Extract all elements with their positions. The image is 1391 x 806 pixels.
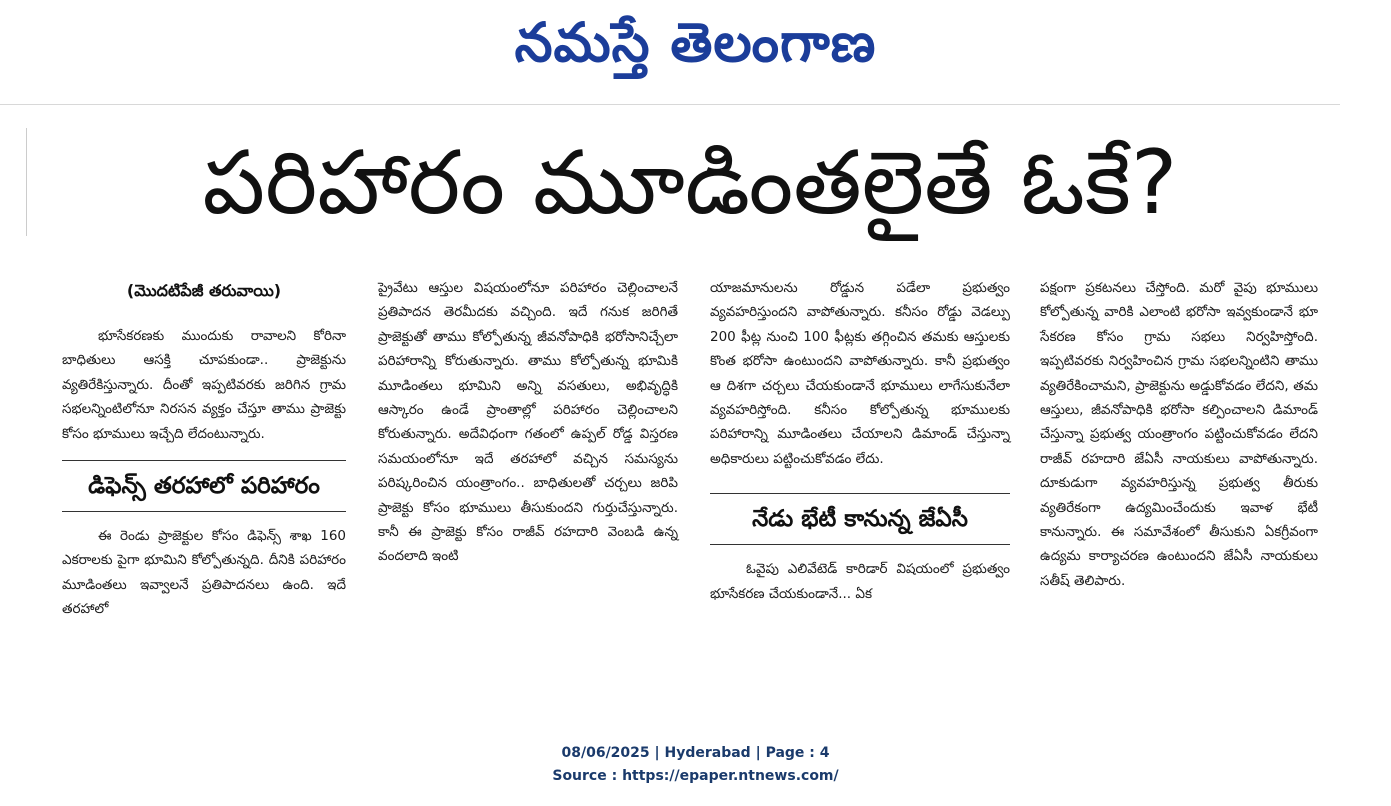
footer-dateline: 08/06/2025 | Hyderabad | Page : 4 xyxy=(561,745,830,761)
paragraph: ఈ రెండు ప్రాజెక్టుల కోసం డిఫెన్స్ శాఖ 160 ఎకరాలకు పైగా భూమిని కోల్పోతున్నది. దీనికి పరిహారం మూడింతలు ఇవ్వాలనే ప్రతిపాదనలు ఉంది. ఇదే తరహాలో xyxy=(62,528,346,618)
article-column-2 xyxy=(378,276,678,569)
subheading-defense: డిఫెన్స్ తరహాలో పరిహారం xyxy=(62,460,346,512)
paragraph: ఓవైపు ఎలివేటెడ్ కారిడార్ విషయంలో ప్రభుత్వం భూసేకరణ చేయకుండానే... ఏక xyxy=(710,561,1010,602)
paragraph: పక్షంగా ప్రకటనలు చేస్తోంది. మరో వైపు భూములు కోల్పోతున్న వారికి ఎలాంటి భరోసా ఇవ్వకుండానే భూ సేకరణ కోసం గ్రామ సభలు నిర్వహిస్తోంది. ఇప్పటివరకు నిర్వహించిన గ్రామ సభలన్నింటిని తాము వ్యతిరేకించామని, ప్రాజెక్టును అడ్డుకోవడం లేదని, తమ ఆస్తులు, జీవనోపాధికి భరోసా కల్పించాలని డిమాండ్ చేస్తున్నా ప్రభుత్వ యంత్రాంగం పట్టించుకోవడం లేదని రాజీవ్ రహదారి జేఏసీ నాయకులు వాపోతున్నారు. దూకుడుగా వ్యవహరిస్తున్న ప్రభుత్వ తీరుకు వ్యతిరేకంగా ఉద్యమించేందుకు ఇవాళ భేటీ కానున్నారు. ఈ సమావేశంలో తీసుకుని ఏకగ్రీవంగా ఉద్యమ కార్యాచరణ ఉంటుందని జేఏసీ నాయకులు సతీష్ తెలిపారు. xyxy=(1040,280,1318,589)
headline-left-rule xyxy=(26,128,27,236)
paragraph: యాజమానులను రోడ్డున పడేలా ప్రభుత్వం వ్యవహరిస్తుందని వాపోతున్నారు. కనీసం రోడ్డు వెడల్పు 200 ఫీట్ల నుంచి 100 ఫీట్లకు తగ్గించిన తమకు ఆస్తులకు కొంత భరోసా ఉంటుందని వాపోతున్నారు. కానీ ప్రభుత్వం ఆ దిశగా చర్చలు చేయకుండానే భూములు లాగేసుకునేలా వ్యవహరిస్తోంది. కనీసం కోల్పోతున్న భూములకు పరిహారాన్ని మూడింతలు చేయాలని డిమాండ్ చేస్తున్నా అధికారులు పట్టించుకోవడం లేదు. xyxy=(710,280,1010,467)
article-headline: పరిహారం మూడింతలైతే ఓకే? xyxy=(202,131,1178,234)
paragraph: భూసేకరణకు ముందుకు రావాలని కోరినా బాధితులు ఆసక్తి చూపకుండా.. ప్రాజెక్టును వ్యతిరేకిస్తున్నారు. దీంతో ఇప్పటివరకు జరిగిన గ్రామ సభలన్నింటిలోనూ నిరసన వ్యక్తం చేస్తూ తాము ప్రాజెక్టు కోసం భూములు ఇచ్చేది లేదంటున్నారు. xyxy=(62,328,346,442)
continued-note: (మొదటిపేజీ తరువాయి) xyxy=(126,281,282,300)
masthead-divider xyxy=(0,104,1340,105)
article-column-4 xyxy=(1040,276,1318,593)
masthead xyxy=(0,0,1391,92)
subheading-jac: నేడు భేటీ కానున్న జేఏసీ xyxy=(710,493,1010,545)
paragraph: ప్రైవేటు ఆస్తుల విషయంలోనూ పరిహారం చెల్లించాలనే ప్రతిపాదన తెరమీదకు వచ్చింది. ఇదే గనుక జరిగితే ప్రాజెక్టుతో తాము కోల్పోతున్న జీవనోపాధికి భరోసానిచ్చేలా పరిహారాన్ని కోరుతున్నారు. తాము కోల్పోతున్న భూమికి మూడింతలు భూమిని అన్ని వసతులు, అభివృద్ధికి ఆస్కారం ఉండే ప్రాంతాల్లో పరిహారం చెల్లించాలని కోరుతున్నారు. అదేవిధంగా గతంలో ఉప్పల్ రోడ్డ విస్తరణ సమయంలోనూ ఇదే తరహాలో వచ్చిన సమస్యను పరిష్కరించిన యంత్రాంగం.. బాధితులతో చర్చలు జరిపి ప్రాజెక్టు కోసం భూములు తీసుకుందని గుర్తుచేస్తున్నారు. కానీ ఈ ప్రాజెక్టు కోసం రాజీవ్ రహదారి వెంబడి ఉన్న వందలాది ఇంటి xyxy=(378,280,678,565)
footer-source: Source : https://epaper.ntnews.com/ xyxy=(552,768,839,784)
article-column-3 xyxy=(710,276,1010,606)
article-column-1 xyxy=(62,276,346,622)
newspaper-logo: నమస్తే తెలంగాణ xyxy=(514,11,877,74)
